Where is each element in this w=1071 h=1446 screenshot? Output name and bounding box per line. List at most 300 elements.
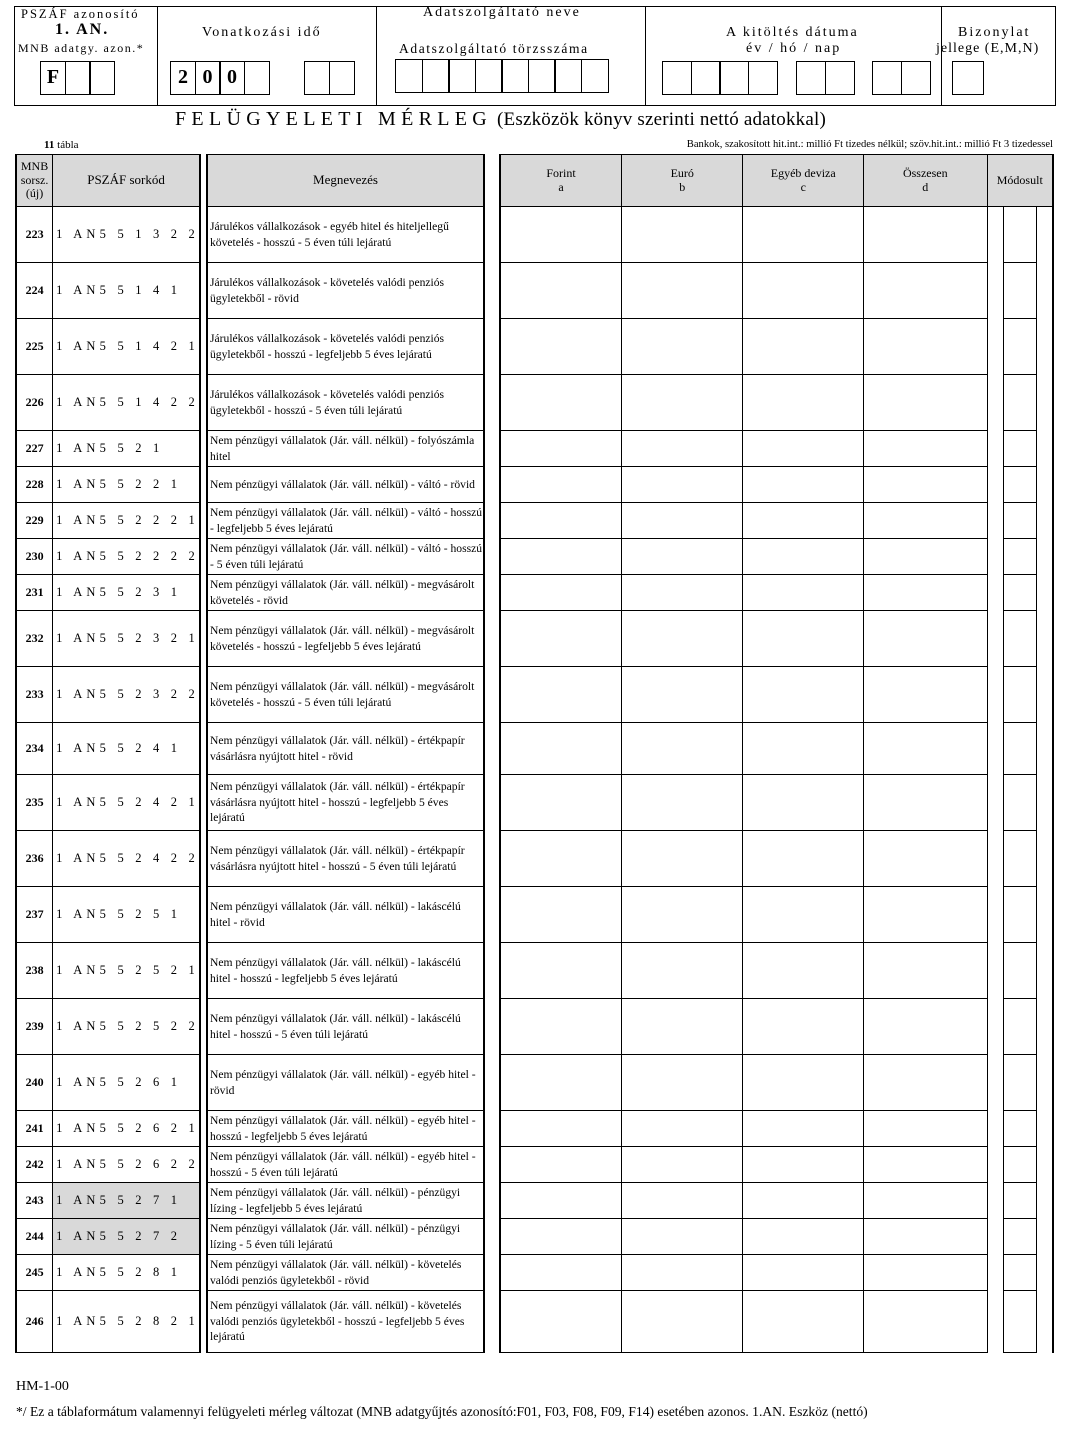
modified-gap-right	[1037, 263, 1053, 319]
value-other-currency-cell[interactable]	[743, 575, 864, 611]
row-mnb-number: 235	[16, 775, 53, 831]
col-header-mnb	[16, 155, 53, 207]
value-euro-cell[interactable]	[622, 467, 743, 503]
modified-flag-cell[interactable]	[1003, 375, 1037, 431]
provider-id-digit[interactable]	[448, 59, 476, 93]
table-row	[207, 375, 484, 431]
value-forint-cell[interactable]	[500, 575, 622, 611]
value-forint-cell[interactable]	[500, 503, 622, 539]
value-forint-cell[interactable]	[500, 431, 622, 467]
unit-note: Bankok, szakosított hit.int.: millió Ft tizedes nélkül; szöv.hit.int.: millió Ft 3 tizedessel	[686, 139, 1053, 150]
value-total-cell[interactable]	[863, 539, 987, 575]
modified-flag-cell[interactable]	[1003, 503, 1037, 539]
date-digit[interactable]	[748, 61, 778, 95]
modified-gap-right	[1037, 775, 1053, 831]
modified-flag-cell[interactable]	[1003, 1219, 1037, 1255]
table-row	[16, 467, 200, 503]
value-total-cell[interactable]	[863, 207, 987, 263]
table-row	[16, 1055, 200, 1111]
row-mnb-number: 224	[16, 263, 53, 319]
row-description: Járulékos vállalkozások - egyéb hitel és hiteljellegű követelés - hosszú - 5 éven túli lejáratú	[207, 207, 484, 263]
value-total-cell[interactable]	[863, 1183, 987, 1219]
row-pszaf-code: 1 AN5 5 2 3 2 1	[53, 611, 200, 667]
col-header-pszaf: PSZÁF sorkód	[53, 155, 200, 207]
modified-flag-cell[interactable]	[1003, 775, 1037, 831]
provider-id-boxes	[395, 59, 607, 93]
row-description: Nem pénzügyi vállalatok (Jár. váll. nélkül) - lakáscélú hitel - rövid	[207, 887, 484, 943]
modified-flag-cell[interactable]	[1003, 1111, 1037, 1147]
value-forint-cell[interactable]	[500, 207, 622, 263]
modified-gap-left	[987, 943, 1003, 999]
row-pszaf-code: 1 AN5 5 2 6 2 2	[53, 1147, 200, 1183]
year-digit[interactable]	[244, 61, 270, 95]
table-row	[500, 575, 1053, 611]
value-other-currency-cell[interactable]	[743, 1255, 864, 1291]
table-row	[16, 1111, 200, 1147]
modified-gap-right	[1037, 207, 1053, 263]
value-other-currency-cell[interactable]	[743, 1183, 864, 1219]
value-euro-cell[interactable]	[622, 431, 743, 467]
value-forint-cell[interactable]	[500, 1219, 622, 1255]
table-row	[207, 775, 484, 831]
value-other-currency-cell[interactable]	[743, 1055, 864, 1111]
year-digit[interactable]: 0	[195, 61, 221, 95]
provider-name-label: Adatszolgáltató neve	[423, 5, 581, 20]
table-row	[500, 503, 1053, 539]
row-pszaf-code: 1 AN5 5 1 4 2 2	[53, 375, 200, 431]
modified-gap-right	[1037, 467, 1053, 503]
table-row	[207, 319, 484, 375]
value-euro-cell[interactable]	[622, 999, 743, 1055]
table-row	[207, 887, 484, 943]
table-row	[207, 1255, 484, 1291]
value-other-currency-cell[interactable]	[743, 1147, 864, 1183]
value-euro-cell[interactable]	[622, 723, 743, 775]
value-forint-cell[interactable]	[500, 467, 622, 503]
modified-gap-left	[987, 1219, 1003, 1255]
row-code-body	[16, 207, 200, 1353]
row-mnb-number: 237	[16, 887, 53, 943]
row-mnb-number: 231	[16, 575, 53, 611]
value-other-currency-cell[interactable]	[743, 207, 864, 263]
table-number-value: 11	[44, 139, 55, 151]
table-number	[44, 139, 79, 151]
value-forint-cell[interactable]	[500, 999, 622, 1055]
table-row	[207, 1055, 484, 1111]
col-header-euro	[622, 155, 743, 207]
value-total-cell[interactable]	[863, 999, 987, 1055]
table-row	[207, 207, 484, 263]
modified-flag-cell[interactable]	[1003, 999, 1037, 1055]
value-forint-cell[interactable]	[500, 1255, 622, 1291]
value-other-currency-cell[interactable]	[743, 1291, 864, 1353]
value-other-currency-cell[interactable]	[743, 667, 864, 723]
value-other-currency-cell[interactable]	[743, 1219, 864, 1255]
table-row	[500, 723, 1053, 775]
provider-id-digit[interactable]	[395, 59, 423, 93]
col-header-forint-label: Forint	[546, 165, 576, 180]
date-digit[interactable]	[662, 61, 692, 95]
table-row	[16, 503, 200, 539]
value-forint-cell[interactable]	[500, 1147, 622, 1183]
pszaf-id-label: PSZÁF azonosító	[21, 7, 140, 21]
row-pszaf-code: 1 AN5 5 2 3 2 2	[53, 667, 200, 723]
value-total-cell[interactable]	[863, 1291, 987, 1353]
table-row	[500, 611, 1053, 667]
table-row	[16, 1291, 200, 1353]
modified-flag-cell[interactable]	[1003, 539, 1037, 575]
table-row	[207, 1183, 484, 1219]
modified-flag-cell[interactable]	[1003, 575, 1037, 611]
doc-type-input[interactable]	[952, 61, 984, 95]
value-total-cell[interactable]	[863, 431, 987, 467]
col-header-forint-letter: a	[558, 179, 564, 194]
table-row	[207, 831, 484, 887]
value-other-currency-cell[interactable]	[743, 1111, 864, 1147]
value-forint-cell[interactable]	[500, 539, 622, 575]
row-description: Nem pénzügyi vállalatok (Jár. váll. nélkül) - értékpapír vásárlásra nyújtott hitel - hosszú - 5 éven túli lejáratú	[207, 831, 484, 887]
table-row	[207, 503, 484, 539]
modified-flag-cell[interactable]	[1003, 831, 1037, 887]
fill-date-month-boxes	[796, 61, 853, 95]
value-other-currency-cell[interactable]	[743, 887, 864, 943]
date-digit[interactable]	[825, 61, 855, 95]
table-row	[16, 1183, 200, 1219]
row-description: Nem pénzügyi vállalatok (Jár. váll. nélkül) - pénzügyi lízing - 5 éven túli lejáratú	[207, 1219, 484, 1255]
modified-gap-right	[1037, 539, 1053, 575]
row-mnb-number: 242	[16, 1147, 53, 1183]
table-row	[16, 207, 200, 263]
modified-gap-left	[987, 263, 1003, 319]
mnb-code-letter[interactable]: F	[40, 61, 66, 95]
row-mnb-number: 225	[16, 319, 53, 375]
value-forint-cell[interactable]	[500, 887, 622, 943]
value-forint-cell[interactable]	[500, 831, 622, 887]
table-row	[500, 1291, 1053, 1353]
date-digit[interactable]	[691, 61, 721, 95]
modified-gap-right	[1037, 667, 1053, 723]
value-forint-cell[interactable]	[500, 375, 622, 431]
month-digit[interactable]	[329, 61, 355, 95]
modified-gap-right	[1037, 611, 1053, 667]
row-mnb-number: 240	[16, 1055, 53, 1111]
value-other-currency-cell[interactable]	[743, 503, 864, 539]
value-total-cell[interactable]	[863, 1147, 987, 1183]
value-other-currency-cell[interactable]	[743, 467, 864, 503]
row-description: Nem pénzügyi vállalatok (Jár. váll. nélkül) - folyószámla hitel	[207, 431, 484, 467]
mnb-code-box[interactable]	[65, 61, 91, 95]
fill-date-year-boxes	[662, 61, 776, 95]
table-row	[207, 667, 484, 723]
modified-gap-right	[1037, 1219, 1053, 1255]
modified-gap-left	[987, 611, 1003, 667]
modified-gap-right	[1037, 1183, 1053, 1219]
row-pszaf-code: 1 AN5 5 2 5 1	[53, 887, 200, 943]
modified-gap-right	[1037, 503, 1053, 539]
value-total-cell[interactable]	[863, 611, 987, 667]
value-other-currency-cell[interactable]	[743, 775, 864, 831]
col-header-forint	[500, 155, 622, 207]
value-euro-cell[interactable]	[622, 575, 743, 611]
value-total-cell[interactable]	[863, 1055, 987, 1111]
provider-id-digit[interactable]	[528, 59, 556, 93]
footer-note: */ Ez a táblaformátum valamennyi felügyeleti mérleg változat (MNB adatgyűjtés azonosító:F01, F03, F08, F09, F14) esetében azonos. 1.AN. Eszköz (nettó)	[16, 1404, 868, 1419]
modified-gap-left	[987, 503, 1003, 539]
value-forint-cell[interactable]	[500, 1111, 622, 1147]
value-euro-cell[interactable]	[622, 775, 743, 831]
table-row	[500, 1147, 1053, 1183]
mnb-code-box[interactable]	[89, 61, 115, 95]
modified-gap-right	[1037, 1291, 1053, 1353]
table-row	[500, 1255, 1053, 1291]
value-other-currency-cell[interactable]	[743, 831, 864, 887]
value-total-cell[interactable]	[863, 467, 987, 503]
value-euro-cell[interactable]	[622, 539, 743, 575]
modified-flag-cell[interactable]	[1003, 1183, 1037, 1219]
modified-gap-right	[1037, 319, 1053, 375]
row-description: Nem pénzügyi vállalatok (Jár. váll. nélkül) - megvásárolt követelés - hosszú - 5 éven túli lejáratú	[207, 667, 484, 723]
value-total-cell[interactable]	[863, 1219, 987, 1255]
table-row	[16, 723, 200, 775]
row-description: Nem pénzügyi vállalatok (Jár. váll. nélkül) - követelés valódi penziós ügyletekből - hosszú - legfeljebb 5 éves lejáratú	[207, 1291, 484, 1353]
value-euro-cell[interactable]	[622, 1183, 743, 1219]
row-description: Nem pénzügyi vállalatok (Jár. váll. nélkül) - értékpapír vásárlásra nyújtott hitel - hosszú - legfeljebb 5 éves lejáratú	[207, 775, 484, 831]
value-forint-cell[interactable]	[500, 943, 622, 999]
row-mnb-number: 229	[16, 503, 53, 539]
value-forint-cell[interactable]	[500, 1183, 622, 1219]
value-total-cell[interactable]	[863, 667, 987, 723]
col-header-total-label: Összesen	[902, 165, 948, 180]
row-pszaf-code: 1 AN5 5 2 2 2 1	[53, 503, 200, 539]
value-forint-cell[interactable]	[500, 775, 622, 831]
table-row	[500, 1183, 1053, 1219]
value-total-cell[interactable]	[863, 319, 987, 375]
value-forint-cell[interactable]	[500, 263, 622, 319]
modified-gap-right	[1037, 723, 1053, 775]
value-euro-cell[interactable]	[622, 831, 743, 887]
value-other-currency-cell[interactable]	[743, 943, 864, 999]
modified-flag-cell[interactable]	[1003, 1255, 1037, 1291]
fill-date-label: A kitöltés dátuma	[726, 25, 859, 40]
value-total-cell[interactable]	[863, 503, 987, 539]
date-digit[interactable]	[796, 61, 826, 95]
table-row	[16, 1219, 200, 1255]
modified-gap-left	[987, 1291, 1003, 1353]
row-pszaf-code: 1 AN5 5 2 6 1	[53, 1055, 200, 1111]
table-row	[16, 775, 200, 831]
row-pszaf-code: 1 AN5 5 2 4 1	[53, 723, 200, 775]
table-row	[500, 207, 1053, 263]
modified-flag-cell[interactable]	[1003, 1147, 1037, 1183]
value-total-cell[interactable]	[863, 775, 987, 831]
value-euro-cell[interactable]	[622, 1111, 743, 1147]
row-pszaf-code: 1 AN5 5 1 4 1	[53, 263, 200, 319]
value-euro-cell[interactable]	[622, 319, 743, 375]
table-row	[500, 375, 1053, 431]
col-header-total	[863, 155, 987, 207]
row-mnb-number: 246	[16, 1291, 53, 1353]
table-row	[500, 667, 1053, 723]
value-other-currency-cell[interactable]	[743, 611, 864, 667]
row-pszaf-code: 1 AN5 5 2 4 2 2	[53, 831, 200, 887]
value-euro-cell[interactable]	[622, 667, 743, 723]
header-provider-box	[376, 6, 646, 106]
modified-gap-left	[987, 1255, 1003, 1291]
table-row	[500, 775, 1053, 831]
fill-date-format-label: év / hó / nap	[746, 41, 842, 56]
row-description: Járulékos vállalkozások - követelés valódi penziós ügyletekből - rövid	[207, 263, 484, 319]
modified-flag-cell[interactable]	[1003, 723, 1037, 775]
row-pszaf-code: 1 AN5 5 2 5 2 1	[53, 943, 200, 999]
modified-flag-cell[interactable]	[1003, 667, 1037, 723]
value-other-currency-cell[interactable]	[743, 375, 864, 431]
form-title	[175, 108, 826, 131]
modified-flag-cell[interactable]	[1003, 319, 1037, 375]
provider-id-digit[interactable]	[554, 59, 582, 93]
value-total-cell[interactable]	[863, 263, 987, 319]
table-row	[16, 1255, 200, 1291]
header-period-box	[157, 6, 377, 106]
table-row	[16, 539, 200, 575]
table-row	[500, 319, 1053, 375]
modified-gap-left	[987, 775, 1003, 831]
row-description: Járulékos vállalkozások - követelés valódi penziós ügyletekből - hosszú - legfeljebb 5 éves lejáratú	[207, 319, 484, 375]
row-description: Nem pénzügyi vállalatok (Jár. váll. nélkül) - értékpapír vásárlásra nyújtott hitel - rövid	[207, 723, 484, 775]
row-description: Nem pénzügyi vállalatok (Jár. váll. nélkül) - váltó - hosszú - legfeljebb 5 éves lejáratú	[207, 503, 484, 539]
value-forint-cell[interactable]	[500, 611, 622, 667]
table-row	[207, 467, 484, 503]
provider-id-digit[interactable]	[475, 59, 503, 93]
value-total-cell[interactable]	[863, 1111, 987, 1147]
value-total-cell[interactable]	[863, 831, 987, 887]
row-mnb-number: 245	[16, 1255, 53, 1291]
table-row	[500, 887, 1053, 943]
provider-id-label: Adatszolgáltató törzsszáma	[399, 41, 589, 56]
modified-flag-cell[interactable]	[1003, 431, 1037, 467]
value-euro-cell[interactable]	[622, 503, 743, 539]
row-description: Nem pénzügyi vállalatok (Jár. váll. nélkül) - megvásárolt követelés - hosszú - legfeljebb 5 éves lejáratú	[207, 611, 484, 667]
value-euro-cell[interactable]	[622, 1055, 743, 1111]
row-pszaf-code: 1 AN5 5 2 7 1	[53, 1183, 200, 1219]
value-forint-cell[interactable]	[500, 1291, 622, 1353]
form-title-main: FELÜGYELETI MÉRLEG	[175, 108, 493, 130]
row-pszaf-code: 1 AN5 5 2 4 2 1	[53, 775, 200, 831]
date-digit[interactable]	[719, 61, 749, 95]
modified-gap-left	[987, 667, 1003, 723]
provider-id-digit[interactable]	[581, 59, 609, 93]
pszaf-id-value: 1. AN.	[55, 21, 110, 38]
mnb-id-code-boxes	[40, 61, 114, 95]
description-body	[207, 207, 484, 1353]
table-row	[16, 431, 200, 467]
table-row	[500, 1111, 1053, 1147]
value-forint-cell[interactable]	[500, 723, 622, 775]
row-pszaf-code: 1 AN5 5 1 3 2 2	[53, 207, 200, 263]
value-total-cell[interactable]	[863, 887, 987, 943]
values-table	[499, 154, 1054, 1353]
modified-flag-cell[interactable]	[1003, 1055, 1037, 1111]
row-code-table	[15, 154, 201, 1353]
row-mnb-number: 226	[16, 375, 53, 431]
value-euro-cell[interactable]	[622, 1219, 743, 1255]
value-euro-cell[interactable]	[622, 1255, 743, 1291]
modified-flag-cell[interactable]	[1003, 1291, 1037, 1353]
value-forint-cell[interactable]	[500, 319, 622, 375]
form-code: HM-1-00	[16, 1379, 69, 1394]
row-pszaf-code: 1 AN5 5 2 7 2	[53, 1219, 200, 1255]
year-digit[interactable]: 2	[170, 61, 196, 95]
row-description: Nem pénzügyi vállalatok (Jár. váll. nélkül) - lakáscélú hitel - hosszú - legfeljebb 5 éves lejáratú	[207, 943, 484, 999]
modified-gap-left	[987, 887, 1003, 943]
provider-id-digit[interactable]	[501, 59, 529, 93]
value-euro-cell[interactable]	[622, 207, 743, 263]
modified-flag-cell[interactable]	[1003, 207, 1037, 263]
row-description: Nem pénzügyi vállalatok (Jár. váll. nélkül) - lakáscélú hitel - hosszú - 5 éven túli lejáratú	[207, 999, 484, 1055]
modified-flag-cell[interactable]	[1003, 263, 1037, 319]
value-forint-cell[interactable]	[500, 1055, 622, 1111]
date-digit[interactable]	[872, 61, 902, 95]
table-row	[16, 999, 200, 1055]
value-other-currency-cell[interactable]	[743, 723, 864, 775]
date-digit[interactable]	[901, 61, 931, 95]
modified-flag-cell[interactable]	[1003, 467, 1037, 503]
modified-flag-cell[interactable]	[1003, 943, 1037, 999]
year-digit[interactable]: 0	[219, 61, 245, 95]
table-row	[207, 1219, 484, 1255]
modified-flag-cell[interactable]	[1003, 887, 1037, 943]
col-header-total-letter: d	[922, 179, 929, 194]
table-row	[16, 667, 200, 723]
modified-gap-right	[1037, 1147, 1053, 1183]
value-euro-cell[interactable]	[622, 1147, 743, 1183]
month-digit[interactable]	[304, 61, 330, 95]
year-boxes	[170, 61, 268, 95]
row-description: Járulékos vállalkozások - követelés valódi penziós ügyletekből - hosszú - 5 éven túli lejáratú	[207, 375, 484, 431]
table-row	[500, 467, 1053, 503]
row-description: Nem pénzügyi vállalatok (Jár. váll. nélkül) - megvásárolt követelés - rövid	[207, 575, 484, 611]
value-total-cell[interactable]	[863, 375, 987, 431]
value-total-cell[interactable]	[863, 943, 987, 999]
value-euro-cell[interactable]	[622, 375, 743, 431]
table-row	[207, 943, 484, 999]
value-other-currency-cell[interactable]	[743, 319, 864, 375]
provider-id-digit[interactable]	[422, 59, 450, 93]
col-header-other-label: Egyéb deviza	[770, 165, 836, 180]
value-other-currency-cell[interactable]	[743, 263, 864, 319]
table-row	[207, 723, 484, 775]
table-row	[207, 1111, 484, 1147]
table-row	[207, 575, 484, 611]
value-total-cell[interactable]	[863, 1255, 987, 1291]
modified-flag-cell[interactable]	[1003, 611, 1037, 667]
row-pszaf-code: 1 AN5 5 2 2 1	[53, 467, 200, 503]
value-euro-cell[interactable]	[622, 887, 743, 943]
value-forint-cell[interactable]	[500, 667, 622, 723]
table-row	[16, 375, 200, 431]
value-total-cell[interactable]	[863, 723, 987, 775]
modified-gap-left	[987, 319, 1003, 375]
value-euro-cell[interactable]	[622, 1291, 743, 1353]
value-other-currency-cell[interactable]	[743, 431, 864, 467]
value-euro-cell[interactable]	[622, 263, 743, 319]
value-other-currency-cell[interactable]	[743, 999, 864, 1055]
value-total-cell[interactable]	[863, 575, 987, 611]
value-euro-cell[interactable]	[622, 943, 743, 999]
table-row	[500, 1219, 1053, 1255]
row-mnb-number: 234	[16, 723, 53, 775]
value-euro-cell[interactable]	[622, 611, 743, 667]
value-other-currency-cell[interactable]	[743, 539, 864, 575]
